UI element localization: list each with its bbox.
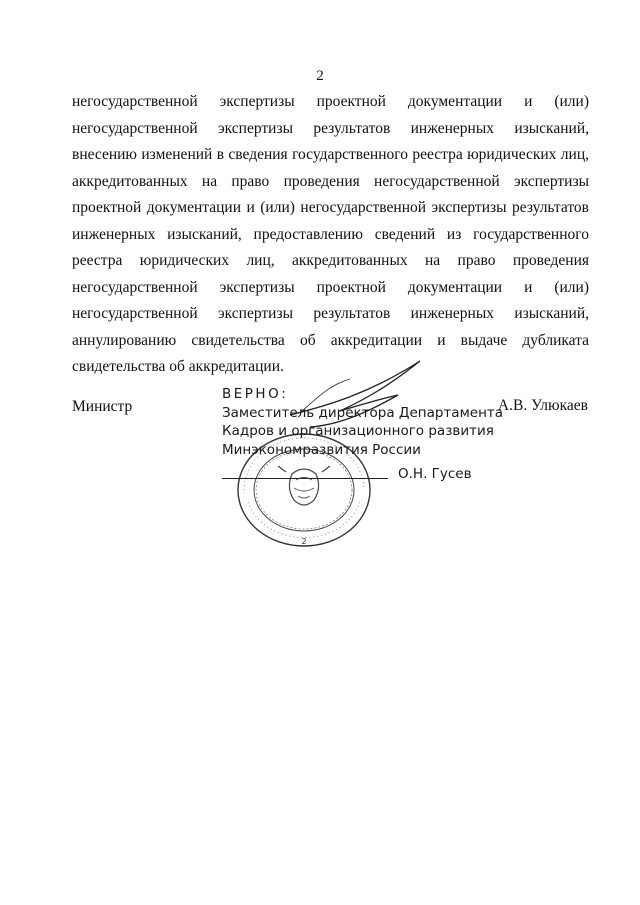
- approval-position-line-1: Заместитель директора Департамента: [222, 404, 504, 421]
- minister-title: Министр: [72, 398, 133, 415]
- approval-position-line-3: Минэкономразвития России: [222, 441, 421, 458]
- signature-line: [222, 478, 388, 479]
- stamp-number: 2: [301, 537, 307, 546]
- approval-position-line-2: Кадров и организационного развития: [222, 423, 494, 439]
- approver-name: О.Н. Гусев: [398, 466, 472, 482]
- approval-block: [222, 385, 503, 459]
- body-paragraph: негосударственной экспертизы проектной документации и (или) негосударственной экспертизы результатов инженерных изысканий, внесению изменений в сведения государственного реестра юридических лиц, аккредитованных на право проведения негосударственной экспертизы проектной документации и (или) негосударственной экспертизы результатов инженерных изысканий, предоставлению сведений из государственного реестра юридических лиц, аккредитованных на право проведения негосударственной экспертизы проектной документации и (или) негосударственной экспертизы результатов инженерных изысканий, аннулированию свидетельства об аккредитации и выдаче дубликата свидетельства об аккредитации.: [72, 93, 589, 375]
- approval-heading: ВЕРНО:: [222, 386, 289, 402]
- minister-name: А.В. Улюкаев: [497, 397, 588, 414]
- page-number: 2: [316, 68, 324, 84]
